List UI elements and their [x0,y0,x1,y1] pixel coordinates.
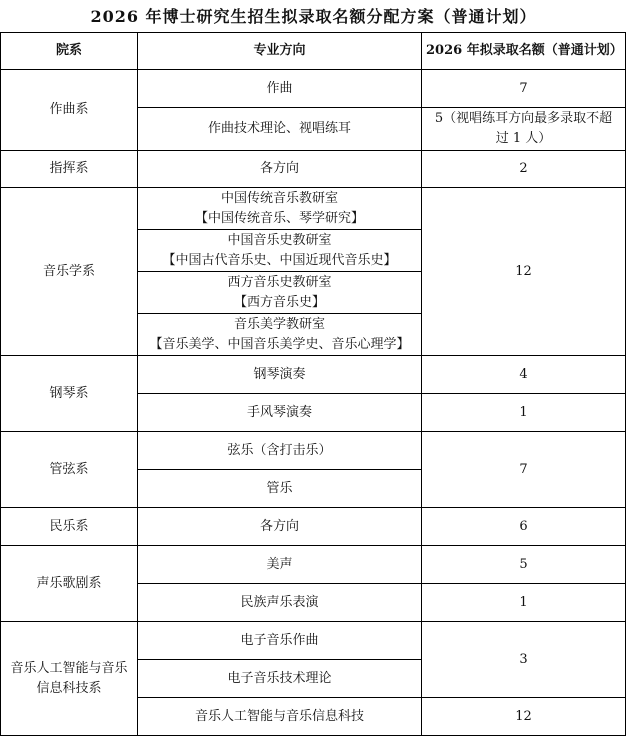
quota-table [0,32,626,736]
major-line: 【西方音乐史】 [233,294,325,310]
page-title: 2026 年博士研究生招生拟录取名额分配方案（普通计划） [90,7,537,26]
quota-cell: 4 [422,356,626,394]
table-row [1,151,626,188]
quota-cell: 12 [422,698,626,736]
major-cell [138,314,422,356]
quota-cell: 2 [422,151,626,188]
dept-cell: 民乐系 [1,508,138,546]
major-line: 【音乐美学、中国音乐美学史、音乐心理学】 [149,336,410,352]
table-row [1,622,626,660]
quota-cell: 3 [422,622,626,698]
major-cell [138,230,422,272]
header-major: 专业方向 [138,33,422,70]
dept-cell: 管弦系 [1,432,138,508]
quota-cell: 5 [422,546,626,584]
quota-cell: 1 [422,394,626,432]
major-line: 音乐美学教研室 [233,316,325,332]
dept-cell: 作曲系 [1,70,138,151]
major-line: 【中国传统音乐、琴学研究】 [194,210,364,226]
table-row [1,546,626,584]
table-row [1,508,626,546]
dept-cell: 钢琴系 [1,356,138,432]
dept-cell: 指挥系 [1,151,138,188]
table-row [1,70,626,108]
header-quota: 2026 年拟录取名额（普通计划） [422,33,626,70]
major-cell: 作曲技术理论、视唱练耳 [138,108,422,151]
table-row [1,356,626,394]
dept-cell: 音乐人工智能与音乐信息科技系 [1,622,138,736]
quota-cell: 6 [422,508,626,546]
major-line: 中国音乐史教研室 [227,232,332,248]
major-cell: 电子音乐技术理论 [138,660,422,698]
major-cell: 音乐人工智能与音乐信息科技 [138,698,422,736]
table-row [1,188,626,230]
major-cell [138,272,422,314]
major-cell: 电子音乐作曲 [138,622,422,660]
quota-cell: 7 [422,70,626,108]
major-cell: 管乐 [138,470,422,508]
table-header-row [1,33,626,70]
major-cell: 民族声乐表演 [138,584,422,622]
quota-cell: 5（视唱练耳方向最多录取不超过 1 人） [422,108,626,151]
header-department: 院系 [1,33,138,70]
quota-cell: 1 [422,584,626,622]
major-cell: 弦乐（含打击乐） [138,432,422,470]
major-cell: 手风琴演奏 [138,394,422,432]
major-cell: 美声 [138,546,422,584]
major-cell [138,188,422,230]
table-row [1,432,626,470]
quota-cell: 12 [422,188,626,356]
dept-cell: 音乐学系 [1,188,138,356]
major-cell: 作曲 [138,70,422,108]
major-cell: 各方向 [138,508,422,546]
major-cell: 各方向 [138,151,422,188]
major-line: 【中国古代音乐史、中国近现代音乐史】 [162,252,397,268]
major-line: 中国传统音乐教研室 [220,190,338,206]
quota-cell: 7 [422,432,626,508]
major-cell: 钢琴演奏 [138,356,422,394]
dept-cell: 声乐歌剧系 [1,546,138,622]
major-line: 西方音乐史教研室 [227,274,332,290]
